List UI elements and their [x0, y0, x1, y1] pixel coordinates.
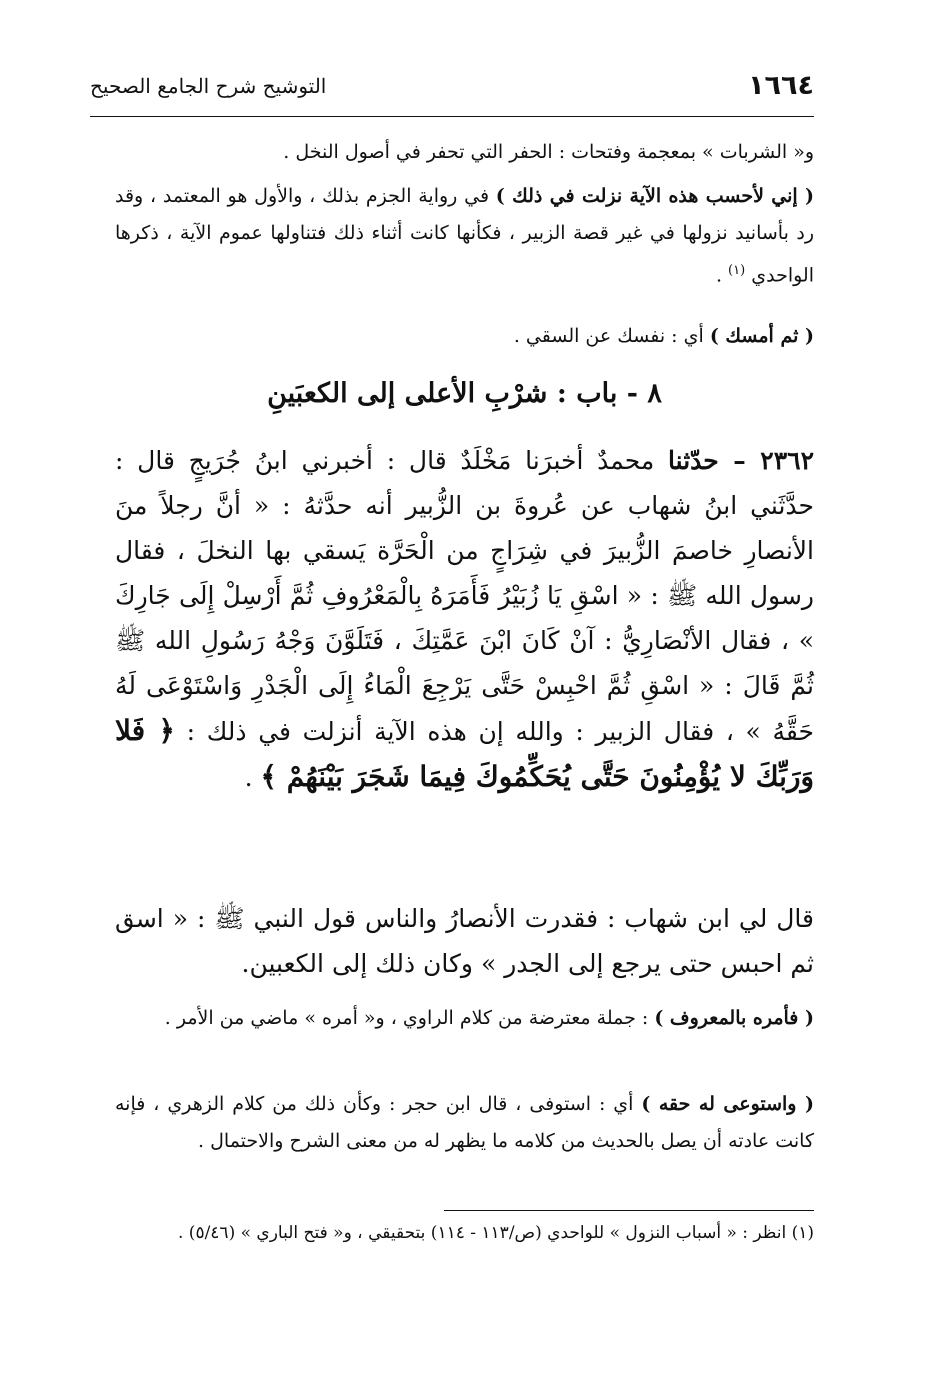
paragraph-sharabat	[115, 134, 814, 171]
chapter-heading: ٨ - باب : شرْبِ الأعلى إلى الكعبَينِ	[267, 378, 662, 409]
commentary-label: ( فأمره بالمعروف )	[654, 1007, 814, 1029]
hadith-lead: – حدّثنا	[668, 446, 761, 475]
hadith-text	[115, 438, 814, 800]
hadith-end: .	[244, 763, 261, 792]
page-header	[90, 70, 814, 110]
hadith-body: محمدٌ أخبرَنا مَخْلَدٌ قال : أخبرني ابنُ جُرَيجٍ قال : حدَّثَني ابنُ شهاب عن عُروةَ بن الزُّبير أنه حدَّثهُ : « أنَّ رجلاً منَ الأنصارِ خاصمَ الزُّبيرَ في شِرَاجٍ من الْحَرَّة يَسقي بها النخلَ ، فقال رسول الله ﷺ : « اسْقِ يَا زُبَيْرُ فَأَمَرَهُ بِالْمَعْرُوفِ ثُمَّ أَرْسِلْ إِلَى جَارِكَ » ، فقال الأنْصَارِيُّ : آنْ كَانَ ابْنَ عَمَّتِكَ ، فَتَلَوَّنَ وَجْهُ رَسُولِ الله ﷺ ثُمَّ قَالَ : « اسْقِ ثُمَّ احْبِسْ حَتَّى يَرْجِعَ الْمَاءُ إِلَى الْجَدْرِ وَاسْتَوْعَى لَهُ حَقَّهُ » ، فقال الزبير : والله إن هذه الآية أنزلت في ذلك :	[115, 446, 815, 746]
paragraph-istawaa	[115, 1086, 814, 1160]
paragraph-text: في رواية الجزم بذلك ، والأول هو المعتمد ، وقد رد بأسانيد نزولها في غير قصة الزبير ، فكأنها كانت أثناء ذلك فتناولها عموم الآية ، ذكرها الواحدي	[115, 185, 814, 287]
quran-verse: ﴿ فَلا وَرَبِّكَ لا يُؤْمِنُونَ حَتَّى يُحَكِّمُوكَ فِيمَا شَجَرَ بَيْنَهُمْ ﴾	[115, 714, 814, 793]
hadith-number: ٢٣٦٢	[760, 446, 814, 475]
paragraph-verse-revelation	[115, 178, 814, 294]
footnote: (١) انظر : « أسباب النزول » للواحدي (ص/١١٣ - ١١٤) بتحقيقي ، و« فتح الباري » (٥/٤٦) .	[177, 1223, 814, 1243]
header-divider	[90, 116, 814, 117]
commentary-label: ( ثم أمسك )	[709, 325, 814, 347]
paragraph-ibn-shihab	[115, 896, 814, 986]
paragraph-text: أي : استوفى ، قال ابن حجر : وكأن ذلك من كلام الزهري ، فإنه كانت عادته أن يصل بالحديث من كلامه ما يظهر له من معنى الشرح والاحتمال .	[115, 1093, 814, 1152]
footnote-reference: (١)	[728, 263, 746, 278]
page-number: ١٦٦٤	[748, 70, 814, 101]
book-title: التوشيح شرح الجامع الصحيح	[90, 74, 327, 98]
commentary-label: ( إني لأحسب هذه الآية نزلت في ذلك )	[495, 185, 814, 207]
paragraph-text: و« الشربات » بمعجمة وفتحات : الحفر التي تحفر في أصول النخل .	[283, 141, 814, 163]
paragraph-end: .	[715, 264, 729, 287]
paragraph-text: أي : نفسك عن السقي .	[513, 325, 710, 347]
paragraph-text: : جملة معترضة من كلام الراوي ، و« أمره » ماضي من الأمر .	[164, 1007, 655, 1029]
paragraph-amarahu	[115, 1000, 814, 1037]
footnote-divider	[444, 1210, 814, 1211]
paragraph-amsik	[115, 318, 814, 355]
paragraph-text: قال لي ابن شهاب : فقدرت الأنصارُ والناس قول النبي ﷺ : « اسق ثم احبس حتى يرجع إلى الجدر » وكان ذلك إلى الكعبين.	[115, 904, 814, 978]
commentary-label: ( واستوعى له حقه )	[641, 1093, 814, 1115]
